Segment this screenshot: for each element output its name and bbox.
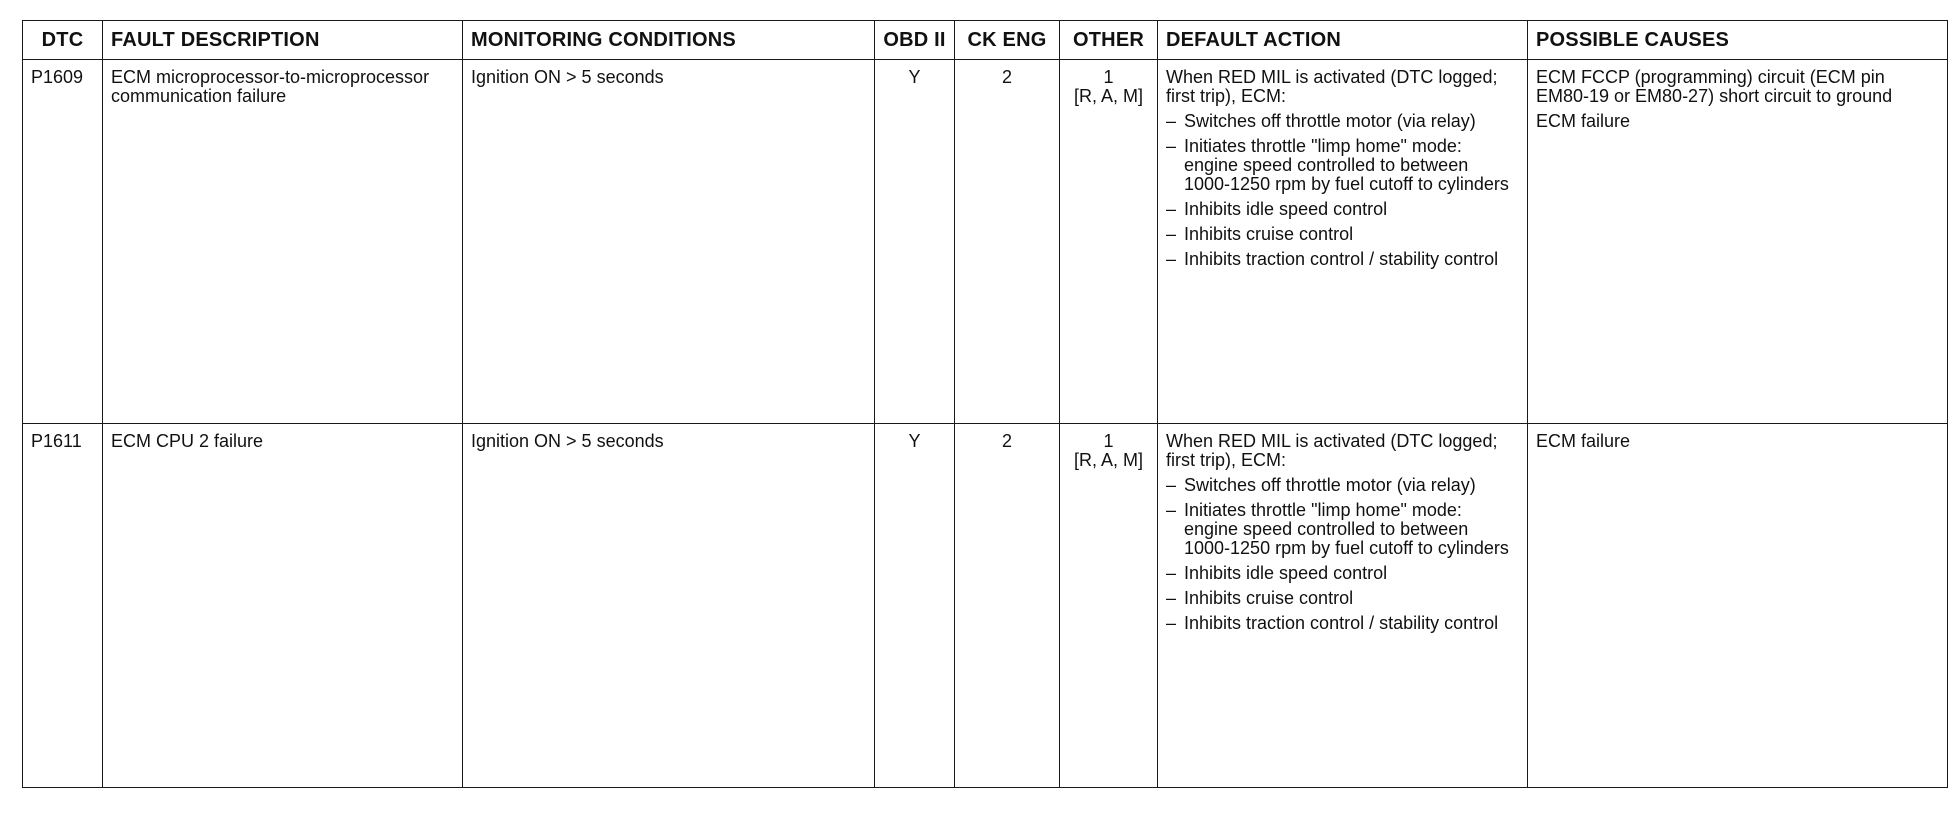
action-text: Initiates throttle "limp home" mode: engine speed controlled to between 1000-1250 rpm by fuel cutoff to cylinders <box>1184 500 1509 558</box>
obd-ii-value: Y <box>875 60 955 424</box>
action-text: Inhibits idle speed control <box>1184 563 1388 583</box>
action-text: Inhibits idle speed control <box>1184 199 1388 219</box>
other-cell <box>1060 60 1158 424</box>
header-default-action: DEFAULT ACTION <box>1158 21 1528 60</box>
action-item: – Inhibits idle speed control <box>1166 564 1519 583</box>
action-text: Inhibits traction control / stability control <box>1184 613 1499 633</box>
action-item: – Initiates throttle "limp home" mode: engine speed controlled to between 1000-1250 rpm by fuel cutoff to cylinders <box>1166 137 1519 194</box>
action-intro: When RED MIL is activated (DTC logged; first trip), ECM: <box>1166 67 1498 106</box>
other-codes: [R, A, M] <box>1073 86 1143 106</box>
cause-item: ECM failure <box>1536 431 1631 451</box>
dtc-code: P1609 <box>23 60 103 424</box>
other-cell <box>1060 424 1158 788</box>
monitoring-conditions: Ignition ON > 5 seconds <box>463 424 875 788</box>
action-intro: When RED MIL is activated (DTC logged; first trip), ECM: <box>1166 431 1498 470</box>
action-text: Switches off throttle motor (via relay) <box>1184 111 1476 131</box>
header-ck-eng: CK ENG <box>955 21 1060 60</box>
dtc-table <box>22 20 1948 788</box>
ck-eng-value: 2 <box>955 60 1060 424</box>
action-text: Initiates throttle "limp home" mode: engine speed controlled to between 1000-1250 rpm by fuel cutoff to cylinders <box>1184 136 1509 194</box>
cause-item: ECM failure <box>1536 111 1631 131</box>
action-text: Switches off throttle motor (via relay) <box>1184 475 1476 495</box>
obd-ii-value: Y <box>875 424 955 788</box>
header-monitoring-conditions: MONITORING CONDITIONS <box>463 21 875 60</box>
action-item: – Inhibits cruise control <box>1166 225 1519 244</box>
table-row <box>23 424 1948 788</box>
possible-causes <box>1528 424 1948 788</box>
action-item: – Initiates throttle "limp home" mode: engine speed controlled to between 1000-1250 rpm by fuel cutoff to cylinders <box>1166 501 1519 558</box>
header-row <box>23 21 1948 60</box>
default-action <box>1158 424 1528 788</box>
action-item: – Inhibits traction control / stability control <box>1166 250 1519 269</box>
fault-description: ECM CPU 2 failure <box>103 424 463 788</box>
action-item: – Switches off throttle motor (via relay) <box>1166 476 1519 495</box>
action-text: Inhibits cruise control <box>1184 224 1354 244</box>
other-value: 1 <box>1103 431 1114 451</box>
header-obd-ii: OBD II <box>875 21 955 60</box>
fault-description: ECM microprocessor-to-microprocessor communication failure <box>103 60 463 424</box>
other-value: 1 <box>1103 67 1114 87</box>
header-dtc: DTC <box>23 21 103 60</box>
action-item: – Inhibits cruise control <box>1166 589 1519 608</box>
header-possible-causes: POSSIBLE CAUSES <box>1528 21 1948 60</box>
action-text: Inhibits traction control / stability control <box>1184 249 1499 269</box>
cause-item: ECM FCCP (programming) circuit (ECM pin EM80-19 or EM80-27) short circuit to ground <box>1536 67 1893 106</box>
action-item: – Switches off throttle motor (via relay) <box>1166 112 1519 131</box>
ck-eng-value: 2 <box>955 424 1060 788</box>
action-text: Inhibits cruise control <box>1184 588 1354 608</box>
dtc-code: P1611 <box>23 424 103 788</box>
default-action <box>1158 60 1528 424</box>
header-fault-description: FAULT DESCRIPTION <box>103 21 463 60</box>
header-other: OTHER <box>1060 21 1158 60</box>
possible-causes <box>1528 60 1948 424</box>
action-item: – Inhibits traction control / stability control <box>1166 614 1519 633</box>
table-row <box>23 60 1948 424</box>
monitoring-conditions: Ignition ON > 5 seconds <box>463 60 875 424</box>
action-item: – Inhibits idle speed control <box>1166 200 1519 219</box>
other-codes: [R, A, M] <box>1073 450 1143 470</box>
